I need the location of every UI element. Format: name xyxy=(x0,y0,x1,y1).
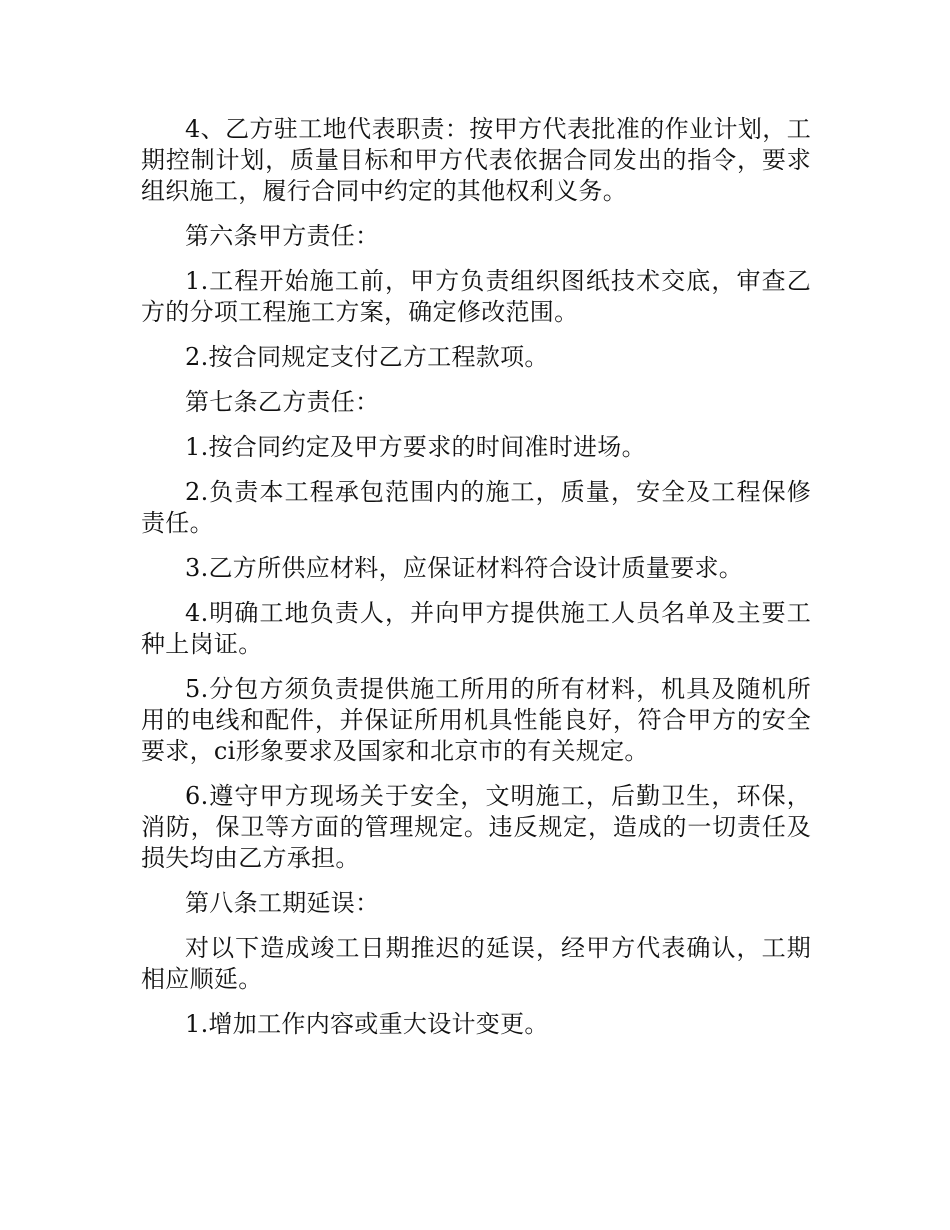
paragraph-article-8-intro: 对以下造成竣工日期推迟的延误，经甲方代表确认，工期相应顺延。 xyxy=(141,934,811,993)
document-body xyxy=(141,114,811,1054)
paragraph-article-7-item-1: 1.按合同约定及甲方要求的时间准时进场。 xyxy=(185,433,646,461)
paragraph-article-8-item-1: 1.增加工作内容或重大设计变更。 xyxy=(185,1010,549,1038)
paragraph-article-7-item-3: 3.乙方所供应材料，应保证材料符合设计质量要求。 xyxy=(185,554,744,582)
paragraph-article-6-item-2: 2.按合同规定支付乙方工程款项。 xyxy=(185,343,549,371)
paragraph-duties-representative: 4、乙方驻工地代表职责：按甲方代表批准的作业计划，工期控制计划，质量目标和甲方代表依据合同发出的指令，要求组织施工，履行合同中约定的其他权利义务。 xyxy=(141,115,811,205)
heading-article-8: 第八条工期延误： xyxy=(185,889,380,917)
paragraph-article-7-item-6: 6.遵守甲方现场关于安全，文明施工，后勤卫生，环保，消防，保卫等方面的管理规定。违反规定，造成的一切责任及损失均由乙方承担。 xyxy=(141,782,811,872)
paragraph-article-7-item-2: 2.负责本工程承包范围内的施工，质量，安全及工程保修责任。 xyxy=(141,478,811,537)
paragraph-article-7-item-4: 4.明确工地负责人，并向甲方提供施工人员名单及主要工种上岗证。 xyxy=(141,599,811,658)
heading-article-6: 第六条甲方责任： xyxy=(185,222,380,250)
heading-article-7: 第七条乙方责任： xyxy=(185,388,380,416)
paragraph-article-7-item-5: 5.分包方须负责提供施工所用的所有材料，机具及随机所用的电线和配件，并保证所用机具性能良好，符合甲方的安全要求，ci形象要求及国家和北京市的有关规定。 xyxy=(141,675,811,765)
paragraph-article-6-item-1: 1.工程开始施工前，甲方负责组织图纸技术交底，审查乙方的分项工程施工方案，确定修改范围。 xyxy=(141,267,811,326)
